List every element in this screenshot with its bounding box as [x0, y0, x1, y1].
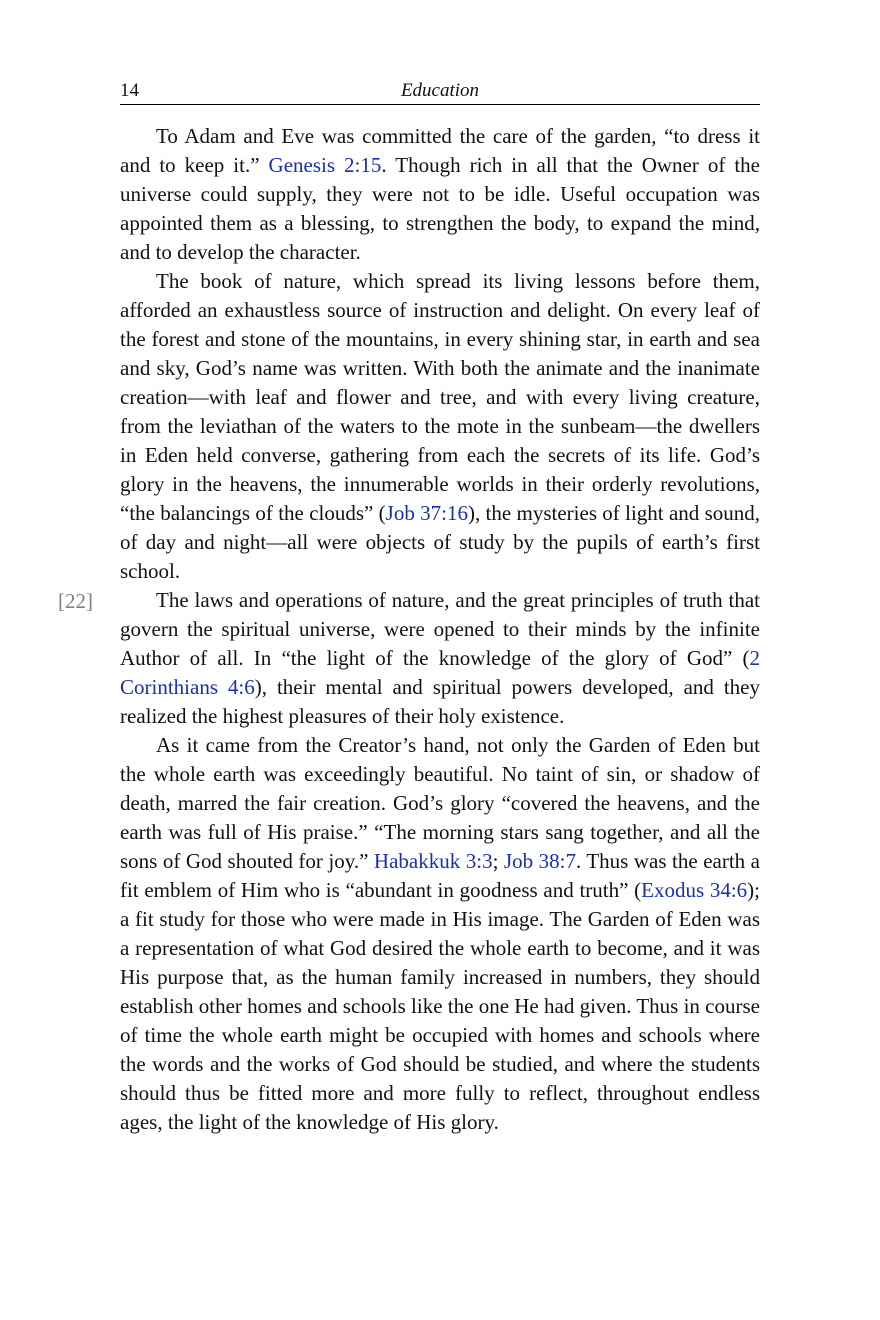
paragraph [120, 586, 760, 731]
scripture-reference-link[interactable]: Habakkuk 3:3 [373, 849, 493, 873]
paragraph-text: To Adam and Eve was committed the care of the garden, “to dress it and to keep it.” [120, 124, 760, 177]
scripture-reference-link[interactable]: 2 Corinthians 4:6 [120, 646, 760, 699]
paragraph-text: As it came from the Creator’s hand, not only the Garden of Eden but the whole earth was exceedingly beautiful. No taint of sin, or shadow of death, marred the fair creation. God’s glory “covered the heavens, and the earth was full of His praise.” “The morning stars sang together, and all the sons of God shouted for joy.” [120, 733, 760, 873]
running-header [120, 80, 760, 105]
paragraph [120, 731, 760, 1137]
scripture-reference-link[interactable]: Job 38:7 [503, 849, 576, 873]
paragraph-text: ; [492, 849, 504, 873]
scripture-reference-link[interactable]: Exodus 34:6 [641, 878, 748, 902]
paragraph-text: . Though rich in all that the Owner of the universe could supply, they were not to be idle. Useful occupation was appointed them as a blessing, to strengthen the body, to expand the mind, and to develop the character. [120, 153, 760, 264]
paragraph-text: ), their mental and spiritual powers developed, and they realized the highest pleasures of their holy existence. [120, 675, 760, 728]
paragraph [120, 122, 760, 267]
scripture-reference-link[interactable]: Genesis 2:15 [268, 153, 382, 177]
paragraph [120, 267, 760, 586]
running-title: Education [400, 80, 480, 101]
paragraph-text: The book of nature, which spread its living lessons before them, afforded an exhaustless source of instruction and delight. On every leaf of the forest and stone of the mountains, in every shining star, in earth and sea and sky, God’s name was written. With both the animate and the inanimate creation—with leaf and flower and tree, and with every living creature, from the leviathan of the waters to the mote in the sunbeam—the dwellers in Eden held converse, gathering from each the secrets of its life. God’s glory in the heavens, the innumerable worlds in their orderly revolutions, “the balancings of the clouds” ( [120, 269, 760, 525]
paragraph-text: . Thus was the earth a fit emblem of Him who is “abundant in goodness and truth” ( [120, 849, 760, 902]
page-number: 14 [120, 80, 139, 101]
scripture-reference-link[interactable]: Job 37:16 [385, 501, 468, 525]
paragraph-text: The laws and operations of nature, and the great principles of truth that govern the spiritual universe, were opened to their minds by the infinite Author of all. In “the light of the knowledge of the glory of God” ( [120, 588, 760, 670]
original-page-marker: [22] [58, 589, 93, 613]
paragraph-text: ), the mysteries of light and sound, of day and night—all were objects of study by the pupils of earth’s first school. [120, 501, 760, 583]
paragraph-text: ); a fit study for those who were made in His image. The Garden of Eden was a representation of what God desired the whole earth to become, and it was His purpose that, as the human family increased in numbers, they should establish other homes and schools like the one He had given. Thus in course of time the whole earth might be occupied with homes and schools where the words and the works of God should be studied, and where the students should thus be fitted more and more fully to reflect, throughout endless ages, the light of the knowledge of His glory. [120, 878, 760, 1134]
body-text [120, 122, 760, 1137]
